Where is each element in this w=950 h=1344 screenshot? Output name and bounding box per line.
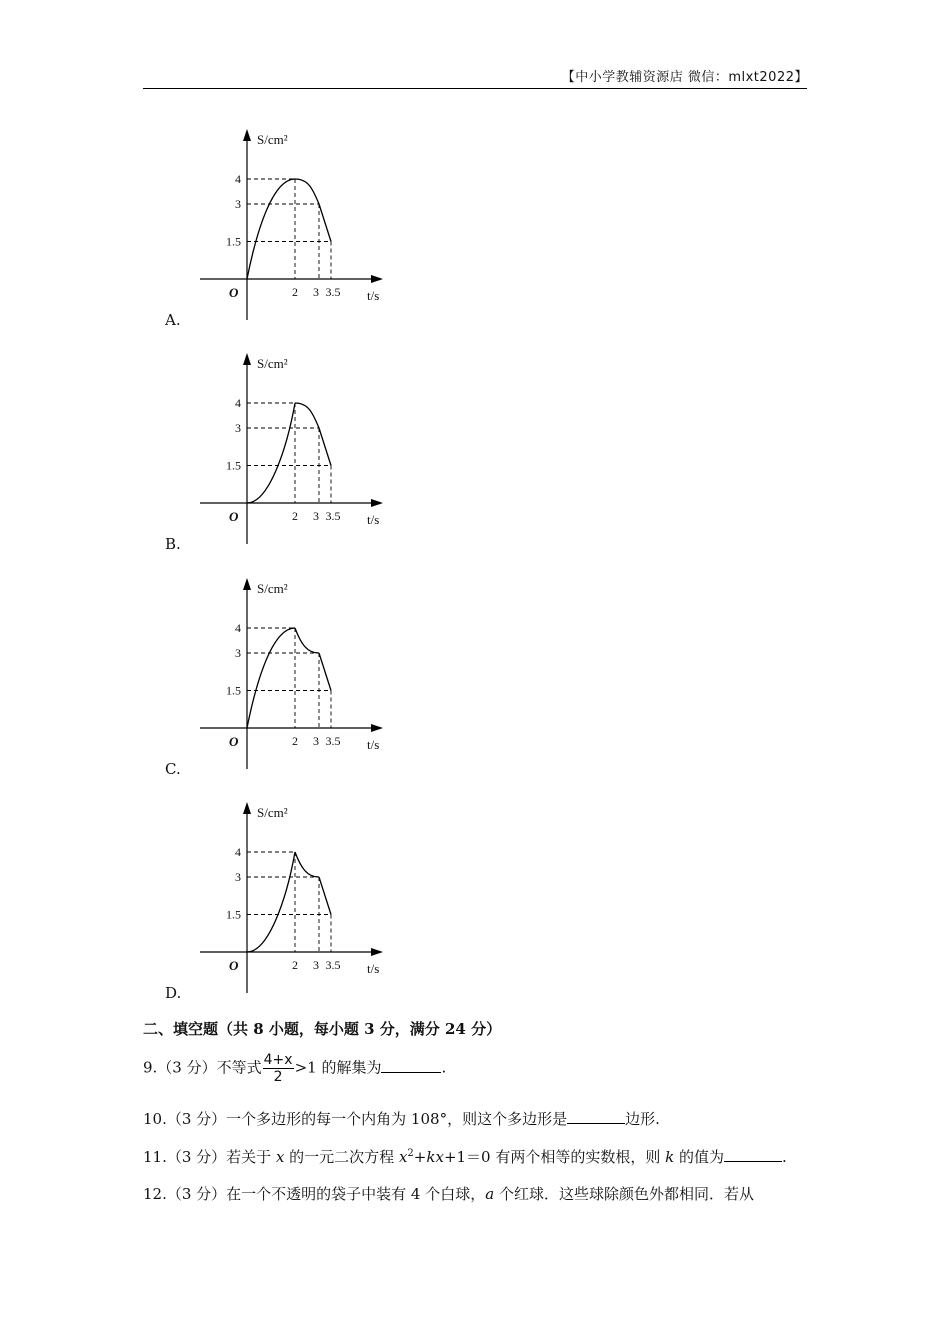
q9-suffix: >1 的解集为 [294,1058,382,1077]
figure-a [195,122,395,322]
q12-var-a: a [485,1185,495,1203]
figure-d [195,795,395,995]
curve-segment [319,204,331,242]
q11-eq-kx: kx [426,1148,444,1166]
curve-segment [295,179,319,204]
y-axis-arrow [243,578,251,590]
q11-text-2: 的一元二次方程 [284,1148,399,1166]
y-tick-label: 1.5 [226,234,241,249]
y-tick-label: 4 [235,621,241,635]
header-rule [143,88,807,89]
q9-prefix: 9.（3 分）不等式 [143,1058,262,1077]
q11-eq-x: x [398,1148,408,1166]
question-11 [143,1146,787,1167]
y-tick-label: 4 [235,845,241,859]
option-c-label: C. [165,760,181,778]
x-tick-label: 3.5 [325,734,341,748]
x-tick-label: 2 [292,285,298,299]
curve-segment [319,428,331,466]
option-b-label: B. [165,535,181,553]
q11-eq-plus: + [413,1148,427,1166]
curve-segment [247,852,295,952]
y-axis-label: S/cm² [257,805,288,820]
q10-answer-blank[interactable] [567,1122,625,1124]
y-axis-label: S/cm² [257,581,288,596]
question-9 [143,1052,446,1085]
x-axis-label: t/s [367,288,380,303]
q11-var-k: k [665,1148,675,1166]
curve-segment [247,179,295,279]
q9-numerator: 4+x [263,1052,293,1068]
figure-b [195,346,395,546]
q10-suffix: 边形. [625,1110,660,1128]
q9-end: . [441,1058,447,1077]
curve-segment [295,628,319,653]
y-tick-label: 4 [235,396,241,410]
graph-c [195,571,395,771]
origin-label: O [229,509,239,524]
x-axis-label: t/s [367,961,380,976]
y-axis-label: S/cm² [257,132,288,147]
q9-denominator: 2 [273,1069,283,1085]
curve-segment [295,852,319,877]
q11-var-x: x [275,1148,285,1166]
y-tick-label: 4 [235,172,241,186]
x-axis-label: t/s [367,512,380,527]
x-tick-label: 3 [313,958,319,972]
q11-end: . [782,1148,787,1166]
origin-label: O [229,958,239,973]
x-axis-label: t/s [367,737,380,752]
curve-segment [319,877,331,915]
option-d-label: D. [165,984,182,1002]
y-tick-label: 3 [235,197,241,211]
graph-b [195,346,395,546]
q9-fraction [263,1052,294,1085]
x-tick-label: 3 [313,509,319,523]
graph-d [195,795,395,995]
x-axis-arrow [371,948,383,956]
curve-segment [247,403,295,503]
section-title: 二、填空题（共 8 小题，每小题 3 分，满分 24 分） [143,1020,502,1038]
y-tick-label: 3 [235,646,241,660]
question-12 [143,1183,754,1204]
origin-label: O [229,285,239,300]
q11-answer-blank[interactable] [724,1160,782,1162]
q12-text-1: 12.（3 分）在一个不透明的袋子中装有 4 个白球， [143,1185,486,1203]
question-10 [143,1108,660,1129]
graph-a [195,122,395,322]
x-axis-arrow [371,275,383,283]
x-axis-arrow [371,724,383,732]
curve-segment [295,403,319,428]
origin-label: O [229,734,239,749]
x-tick-label: 2 [292,509,298,523]
curve-segment [247,628,295,728]
y-axis-arrow [243,129,251,141]
y-tick-label: 3 [235,870,241,884]
y-tick-label: 1.5 [226,907,241,922]
q9-answer-blank[interactable] [381,1071,441,1073]
y-axis-arrow [243,802,251,814]
x-tick-label: 3 [313,285,319,299]
curve-segment [319,653,331,691]
y-tick-label: 3 [235,421,241,435]
option-a-label: A. [165,311,181,329]
q10-prefix: 10.（3 分）一个多边形的每一个内角为 108°，则这个多边形是 [143,1110,568,1128]
y-axis-label: S/cm² [257,356,288,371]
x-tick-label: 3 [313,734,319,748]
q11-eq-exponent: 2 [407,1148,414,1159]
figure-c [195,571,395,771]
y-tick-label: 1.5 [226,683,241,698]
x-axis-arrow [371,499,383,507]
header-text: 【中小学教辅资源店 微信：mlxt2022】 [561,70,808,85]
y-tick-label: 1.5 [226,458,241,473]
y-axis-arrow [243,353,251,365]
x-tick-label: 3.5 [325,285,341,299]
q11-text-1: 11.（3 分）若关于 [143,1148,276,1166]
q11-text-3: 的值为 [674,1148,725,1166]
x-tick-label: 3.5 [325,958,341,972]
x-tick-label: 3.5 [325,509,341,523]
q12-text-2: 个红球．这些球除颜色外都相同．若从 [494,1185,754,1203]
x-tick-label: 2 [292,734,298,748]
q11-eq-end: +1＝0 有两个相等的实数根，则 [443,1148,666,1166]
x-tick-label: 2 [292,958,298,972]
